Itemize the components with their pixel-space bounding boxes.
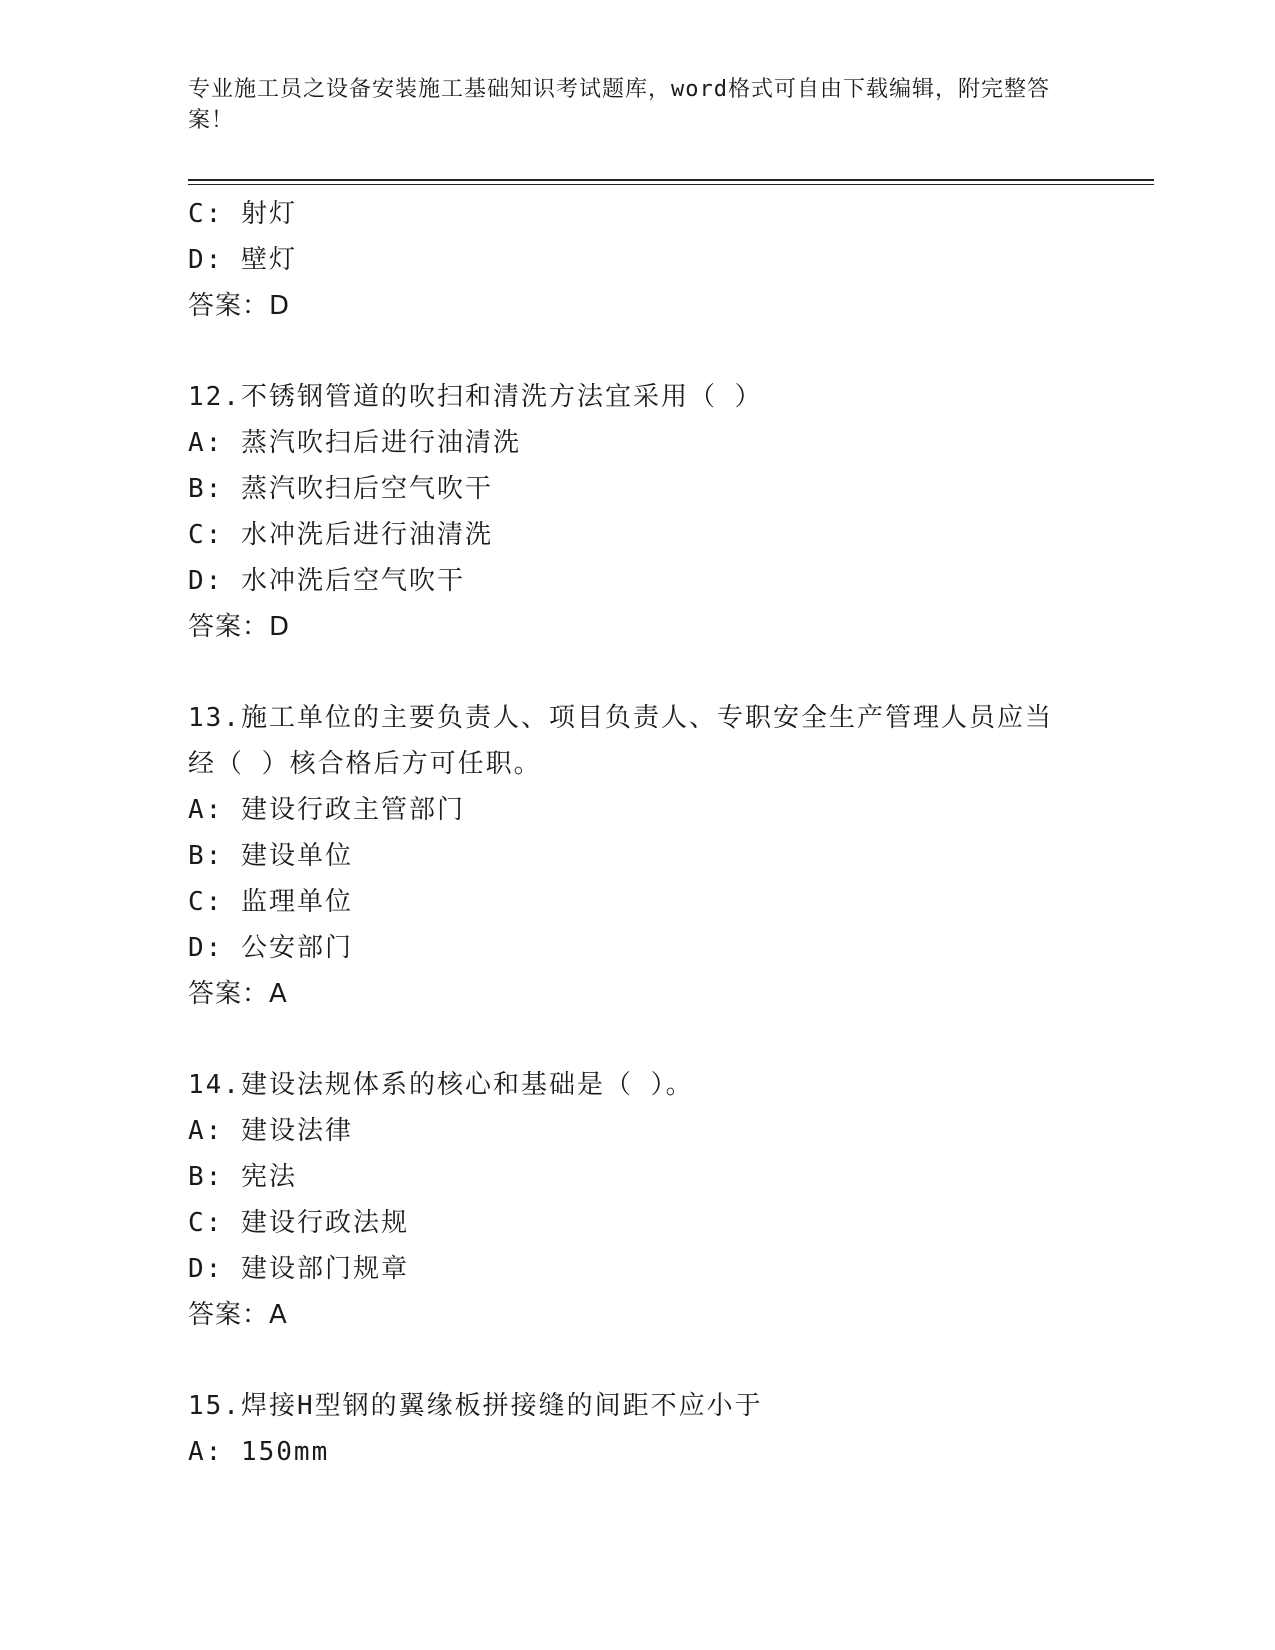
answer-line: 答案：D bbox=[188, 291, 291, 321]
header-text: 专业施工员之设备安装施工基础知识考试题库，word格式可自由下载编辑，附完整答案！ bbox=[188, 77, 1050, 133]
option-a bbox=[188, 1429, 1088, 1475]
option-c bbox=[188, 512, 1088, 558]
option-key: A: bbox=[188, 1437, 224, 1467]
question-title-line-1: 13.施工单位的主要负责人、项目负责人、专职安全生产管理人员应当 bbox=[188, 703, 1053, 733]
option-key: A: bbox=[188, 795, 224, 825]
option-a bbox=[188, 1108, 1088, 1154]
question-title-line-2: 经（ ）核合格后方可任职。 bbox=[188, 749, 542, 779]
option-d bbox=[188, 237, 1088, 283]
option-text: 公安部门 bbox=[240, 933, 353, 963]
option-key: D: bbox=[188, 1254, 224, 1284]
option-b bbox=[188, 1154, 1088, 1200]
option-text: 蒸汽吹扫后进行油清洗 bbox=[240, 428, 521, 458]
answer-line: 答案：D bbox=[188, 612, 291, 642]
document-header bbox=[188, 74, 1068, 136]
option-text: 建设法律 bbox=[240, 1116, 353, 1146]
option-text: 蒸汽吹扫后空气吹干 bbox=[240, 474, 493, 504]
question-title: 15.焊接H型钢的翼缘板拼接缝的间距不应小于 bbox=[188, 1391, 763, 1421]
option-c bbox=[188, 1200, 1088, 1246]
option-text: 监理单位 bbox=[240, 887, 353, 917]
option-d bbox=[188, 1246, 1088, 1292]
option-text: 150mm bbox=[240, 1437, 330, 1467]
option-key: B: bbox=[188, 1162, 224, 1192]
question-fragment bbox=[188, 191, 1088, 329]
option-d bbox=[188, 925, 1088, 971]
option-text: 建设行政法规 bbox=[240, 1208, 409, 1238]
option-text: 宪法 bbox=[240, 1162, 297, 1192]
option-key: C: bbox=[188, 199, 224, 229]
option-key: C: bbox=[188, 887, 224, 917]
option-d bbox=[188, 558, 1088, 604]
option-key: C: bbox=[188, 1208, 224, 1238]
question-13 bbox=[188, 695, 1088, 1017]
option-key: D: bbox=[188, 566, 224, 596]
option-text: 壁灯 bbox=[240, 245, 297, 275]
header-rule-thin bbox=[188, 184, 1154, 185]
option-key: D: bbox=[188, 245, 224, 275]
question-title: 14.建设法规体系的核心和基础是（ ）。 bbox=[188, 1070, 694, 1100]
option-key: B: bbox=[188, 841, 224, 871]
answer-line: 答案：A bbox=[188, 979, 288, 1009]
option-text: 水冲洗后空气吹干 bbox=[240, 566, 465, 596]
option-key: B: bbox=[188, 474, 224, 504]
option-a bbox=[188, 787, 1088, 833]
option-text: 射灯 bbox=[240, 199, 297, 229]
option-b bbox=[188, 466, 1088, 512]
option-key: C: bbox=[188, 520, 224, 550]
option-b bbox=[188, 833, 1088, 879]
option-key: D: bbox=[188, 933, 224, 963]
question-14 bbox=[188, 1062, 1088, 1338]
header-rule-thick bbox=[188, 179, 1154, 181]
question-list bbox=[188, 191, 1088, 1475]
option-text: 水冲洗后进行油清洗 bbox=[240, 520, 493, 550]
option-text: 建设单位 bbox=[240, 841, 353, 871]
question-12 bbox=[188, 374, 1088, 650]
option-a bbox=[188, 420, 1088, 466]
option-text: 建设行政主管部门 bbox=[240, 795, 465, 825]
option-c bbox=[188, 191, 1088, 237]
option-key: A: bbox=[188, 1116, 224, 1146]
answer-line: 答案：A bbox=[188, 1300, 288, 1330]
option-key: A: bbox=[188, 428, 224, 458]
question-15 bbox=[188, 1383, 1088, 1475]
option-c bbox=[188, 879, 1088, 925]
question-title: 12.不锈钢管道的吹扫和清洗方法宜采用（ ） bbox=[188, 382, 763, 412]
option-text: 建设部门规章 bbox=[240, 1254, 409, 1284]
